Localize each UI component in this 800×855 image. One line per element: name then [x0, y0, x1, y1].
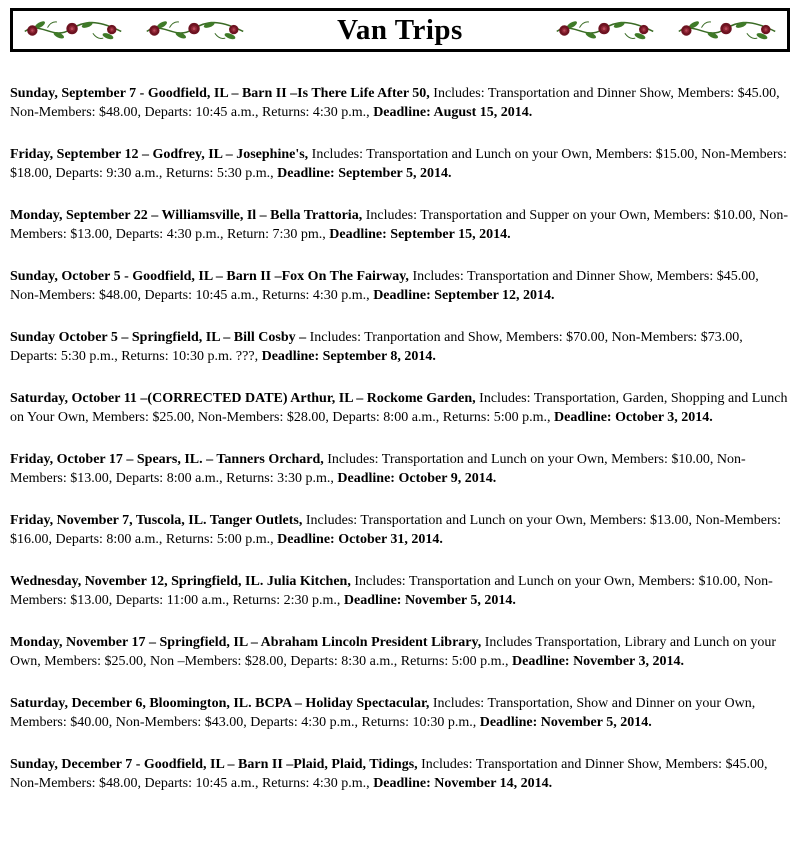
- trip-deadline: Deadline: October 31, 2014.: [277, 532, 443, 547]
- trip-lead: Monday, September 22 – Williamsville, Il – Bella Trattoria,: [10, 208, 363, 223]
- trip-details: Includes: Transportation and Lunch on your Own, Members: $15.00, Non-Members: $18.00, Departs: 9:30 a.m., Returns: 5:30 p.m.,: [10, 147, 787, 181]
- trip-deadline: Deadline: September 8, 2014.: [261, 349, 436, 364]
- trip-entry: [10, 572, 790, 610]
- trip-deadline: Deadline: November 14, 2014.: [373, 776, 553, 791]
- trip-entry: [10, 84, 790, 122]
- trip-lead: Wednesday, November 12, Springfield, IL. Julia Kitchen,: [10, 574, 351, 589]
- trip-list: [10, 84, 790, 793]
- trip-details: Includes: Transportation, Garden, Shopping and Lunch on Your Own, Members: $25.00, Non-Members: $28.00, Departs: 8:00 a.m., Returns: 5:00 p.m.,: [10, 391, 788, 425]
- floral-rose-spray-icon: [553, 18, 657, 43]
- trip-lead: Monday, November 17 – Springfield, IL – Abraham Lincoln President Library,: [10, 635, 482, 650]
- trip-details: Includes: Transportation and Dinner Show, Members: $45.00, Non-Members: $48.00, Departs: 10:45 a.m., Returns: 4:30 p.m.,: [10, 757, 768, 791]
- trip-lead: Sunday, December 7 - Goodfield, IL – Barn II –Plaid, Plaid, Tidings,: [10, 757, 418, 772]
- trip-details: Includes: Transportation and Lunch on your Own, Members: $13.00, Non-Members: $16.00, Departs: 8:00 a.m., Returns: 5:00 p.m.,: [10, 513, 782, 547]
- trip-entry: [10, 450, 790, 488]
- floral-rose-spray-icon: [143, 18, 247, 43]
- trip-details: Includes: Transportation and Lunch on your Own, Members: $10.00, Non-Members: $13.00, Departs: 8:00 a.m., Returns: 3:30 p.m.,: [10, 452, 746, 486]
- trip-entry: [10, 511, 790, 549]
- trip-lead: Sunday, September 7 - Goodfield, IL – Barn II –Is There Life After 50,: [10, 86, 430, 101]
- trip-entry: [10, 267, 790, 305]
- trip-deadline: Deadline: October 3, 2014.: [554, 410, 713, 425]
- trip-details: Includes: Transportation and Lunch on your Own, Members: $10.00, Non-Members: $13.00, Departs: 11:00 a.m., Returns: 2:30 p.m.,: [10, 574, 773, 608]
- trip-entry: [10, 328, 790, 366]
- trip-entry: [10, 694, 790, 732]
- header: [10, 8, 790, 52]
- trip-deadline: Deadline: September 5, 2014.: [277, 166, 452, 181]
- page-title: Van Trips: [337, 13, 463, 46]
- trip-entry: [10, 389, 790, 427]
- trip-deadline: Deadline: November 5, 2014.: [479, 715, 652, 730]
- trip-entry: [10, 633, 790, 671]
- trip-lead: Sunday, October 5 - Goodfield, IL – Barn II –Fox On The Fairway,: [10, 269, 409, 284]
- trip-details: Includes: Transportation and Supper on your Own, Members: $10.00, Non-Members: $13.00, Departs: 4:30 p.m., Return: 7:30 pm.,: [10, 208, 788, 242]
- trip-lead: Saturday, December 6, Bloomington, IL. BCPA – Holiday Spectacular,: [10, 696, 430, 711]
- floral-rose-spray-icon: [675, 18, 779, 43]
- trip-deadline: Deadline: August 15, 2014.: [373, 105, 533, 120]
- trip-deadline: Deadline: November 3, 2014.: [512, 654, 685, 669]
- trip-details: Includes: Transportation, Show and Dinner on your Own, Members: $40.00, Non-Members: $43.00, Departs: 4:30 p.m., Returns: 10:30 p.m.,: [10, 696, 756, 730]
- trip-entry: [10, 145, 790, 183]
- trip-deadline: Deadline: September 15, 2014.: [329, 227, 511, 242]
- trip-details: Includes: Transportation and Dinner Show, Members: $45.00, Non-Members: $48.00, Departs: 10:45 a.m., Returns: 4:30 p.m.,: [10, 269, 759, 303]
- trip-lead: Friday, October 17 – Spears, IL. – Tanners Orchard,: [10, 452, 324, 467]
- trip-entry: [10, 755, 790, 793]
- floral-rose-spray-icon: [21, 18, 125, 43]
- trip-deadline: Deadline: September 12, 2014.: [373, 288, 555, 303]
- trip-deadline: Deadline: October 9, 2014.: [337, 471, 497, 486]
- trip-lead: Saturday, October 11 –(CORRECTED DATE) Arthur, IL – Rockome Garden,: [10, 391, 476, 406]
- header-ornaments-right: [553, 18, 779, 43]
- trip-deadline: Deadline: November 5, 2014.: [343, 593, 516, 608]
- trip-lead: Sunday October 5 – Springfield, IL – Bill Cosby –: [10, 330, 307, 345]
- trip-details: Includes: Tranportation and Show, Members: $70.00, Non-Members: $73.00, Departs: 5:30 p.m., Returns: 10:30 p.m. ???,: [10, 330, 743, 364]
- header-ornaments-left: [21, 18, 247, 43]
- trip-lead: Friday, September 12 – Godfrey, IL – Josephine's,: [10, 147, 309, 162]
- trip-entry: [10, 206, 790, 244]
- trip-lead: Friday, November 7, Tuscola, IL. Tanger Outlets,: [10, 513, 303, 528]
- trip-details: Includes: Transportation and Dinner Show, Members: $45.00, Non-Members: $48.00, Departs: 10:45 a.m., Returns: 4:30 p.m.,: [10, 86, 780, 120]
- trip-details: Includes Transportation, Library and Lunch on your Own, Members: $25.00, Non –Members: $28.00, Departs: 8:30 a.m., Returns: 5:00 p.m.,: [10, 635, 776, 669]
